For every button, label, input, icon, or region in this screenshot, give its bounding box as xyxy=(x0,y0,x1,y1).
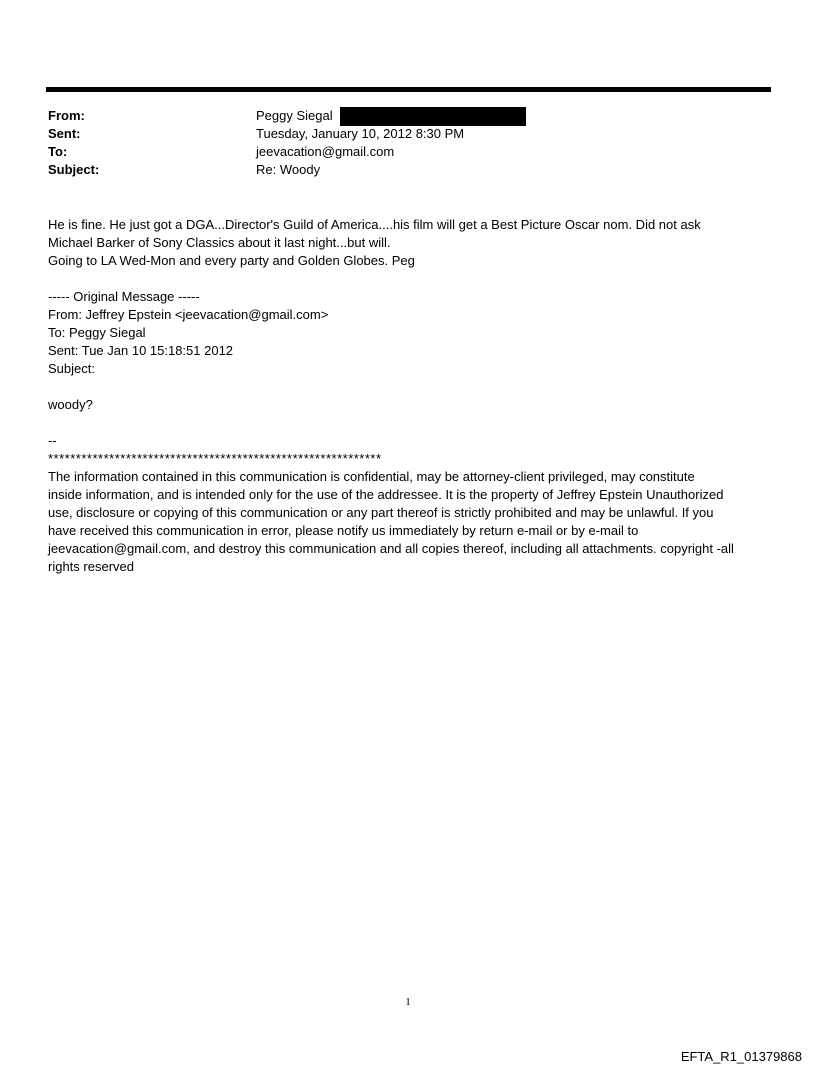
reply-paragraph xyxy=(48,216,773,270)
original-subject: Subject: xyxy=(48,361,95,376)
redaction-box xyxy=(340,107,526,126)
header-rule xyxy=(46,87,771,92)
to-value: jeevacation@gmail.com xyxy=(256,144,395,159)
signature-stars: ************************************************************ xyxy=(48,451,382,466)
sent-value: Tuesday, January 10, 2012 8:30 PM xyxy=(256,126,465,141)
reply-line-1: He is fine. He just got a DGA...Director's Guild of America....his film will get a Best Picture Oscar nom. Did not ask xyxy=(48,217,701,232)
disclaimer-line-4: have received this communication in error, please notify us immediately by return e-mail or by e-mail to xyxy=(48,523,639,538)
original-body: woody? xyxy=(48,397,93,412)
disclaimer-line-5: jeevacation@gmail.com, and destroy this communication and all copies thereof, including all attachments. copyright -all xyxy=(48,541,734,556)
sent-label: Sent: xyxy=(48,126,81,141)
original-message-header xyxy=(48,288,773,378)
original-message-marker: ----- Original Message ----- xyxy=(48,289,200,304)
subject-value: Re: Woody xyxy=(256,162,321,177)
original-to: To: Peggy Siegal xyxy=(48,325,146,340)
reply-line-3: Going to LA Wed-Mon and every party and Golden Globes. Peg xyxy=(48,253,415,268)
page-number: 1 xyxy=(405,996,411,1008)
disclaimer-line-3: use, disclosure or copying of this communication or any part thereof is strictly prohibited and may be unlawful. If you xyxy=(48,505,714,520)
original-sent: Sent: Tue Jan 10 15:18:51 2012 xyxy=(48,343,234,358)
from-value: Peggy Siegal xyxy=(256,108,333,123)
reply-line-2: Michael Barker of Sony Classics about it last night...but will. xyxy=(48,235,391,250)
bates-number: EFTA_R1_01379868 xyxy=(680,1049,802,1064)
to-label: To: xyxy=(48,144,68,159)
original-from: From: Jeffrey Epstein <jeevacation@gmail.com> xyxy=(48,307,329,322)
disclaimer-line-2: inside information, and is intended only for the use of the addressee. It is the property of Jeffrey Epstein Unauthorized xyxy=(48,487,724,502)
signature-block xyxy=(48,432,773,576)
subject-label: Subject: xyxy=(48,162,100,177)
disclaimer-line-1: The information contained in this communication is confidential, may be attorney-client privileged, may constitute xyxy=(48,469,695,484)
from-label: From: xyxy=(48,108,85,123)
disclaimer-line-6: rights reserved xyxy=(48,559,134,574)
signature-dashes: -- xyxy=(48,433,57,448)
